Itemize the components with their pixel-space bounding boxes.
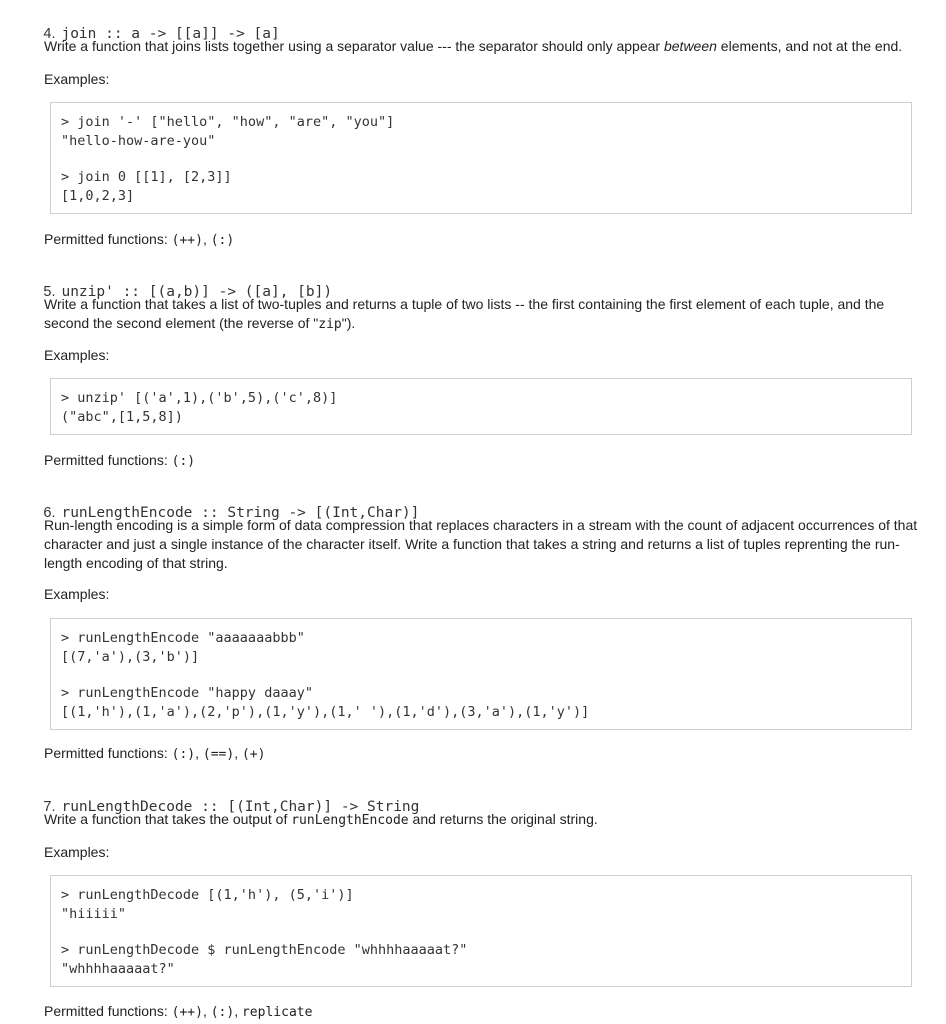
problem-number: 7. bbox=[43, 799, 56, 815]
problem-7-heading bbox=[0, 777, 420, 815]
permitted-fn: (:) bbox=[171, 747, 196, 762]
example-output: ("abc",[1,5,8]) bbox=[61, 408, 183, 425]
type-signature: runLengthDecode :: [(Int,Char)] -> String bbox=[61, 799, 420, 815]
permitted-fn: (++) bbox=[171, 1005, 203, 1020]
code-example-block bbox=[50, 618, 912, 730]
examples-label: Examples: bbox=[44, 347, 110, 363]
permitted-fn: (:) bbox=[210, 233, 235, 248]
code-example-block bbox=[50, 875, 912, 987]
type-signature: unzip' :: [(a,b)] -> ([a], [b]) bbox=[61, 284, 333, 300]
problem-4-description: Write a function that joins lists together using a separator value --- the separator should only appear between elements, and not at the end. bbox=[44, 38, 903, 54]
problem-number: 4. bbox=[43, 26, 56, 42]
code-example-block bbox=[50, 378, 912, 435]
example-input: > unzip' [('a',1),('b',5),('c',8)] bbox=[61, 390, 338, 406]
type-signature: join :: a -> [[a]] -> [a] bbox=[61, 26, 280, 42]
problem-7-description: Write a function that takes the output of runLengthEncode and returns the original string. bbox=[44, 811, 598, 828]
example-input: > runLengthDecode [(1,'h'), (5,'i')] bbox=[61, 887, 354, 903]
permitted-fn: replicate bbox=[241, 1005, 313, 1020]
example-output: [(7,'a'),(3,'b')] bbox=[61, 648, 200, 665]
example-input: > runLengthEncode "happy daaay" bbox=[61, 685, 313, 701]
examples-label: Examples: bbox=[44, 844, 110, 860]
permitted-functions: Permitted functions: (++), (:), replicate bbox=[44, 1003, 313, 1020]
permitted-fn: (++) bbox=[171, 233, 203, 248]
problem-5-description: Write a function that takes a list of two-tuples and returns a tuple of two lists -- the first containing the first element of each tuple, and the second the second element (the reverse of "zip"). bbox=[44, 296, 885, 332]
problem-number: 6. bbox=[43, 505, 56, 521]
problem-number: 5. bbox=[43, 284, 56, 300]
permitted-fn: (==) bbox=[202, 747, 235, 762]
example-input: > runLengthEncode "aaaaaaabbb" bbox=[61, 630, 305, 646]
permitted-fn: (:) bbox=[210, 1005, 235, 1020]
example-input: > join '-' ["hello", "how", "are", "you"] bbox=[61, 114, 395, 130]
example-output: "hello-how-are-you" bbox=[61, 132, 216, 149]
problem-4-heading bbox=[0, 4, 280, 42]
examples-label: Examples: bbox=[44, 71, 110, 87]
example-input: > runLengthDecode $ runLengthEncode "whhhhaaaaat?" bbox=[61, 942, 468, 958]
problem-6-heading bbox=[0, 483, 420, 521]
permitted-functions: Permitted functions: (:) bbox=[44, 452, 196, 469]
example-output: "hiiiii" bbox=[61, 905, 127, 922]
type-signature: runLengthEncode :: String -> [(Int,Char)] bbox=[61, 505, 420, 521]
problem-5-heading bbox=[0, 262, 333, 300]
permitted-functions: Permitted functions: (++), (:) bbox=[44, 231, 235, 248]
permitted-fn: (+) bbox=[241, 747, 266, 762]
example-output: [1,0,2,3] bbox=[61, 187, 135, 204]
problem-6-description: Run-length encoding is a simple form of data compression that replaces characters in a stream with the count of adjacent occurrences of that character and just a single instance of the character itself. Write a function that takes a string and returns a list of tuples reprenting the run-length encoding of that string. bbox=[44, 517, 918, 571]
example-input: > join 0 [[1], [2,3]] bbox=[61, 169, 232, 185]
code-example-block bbox=[50, 102, 912, 214]
permitted-fn: (:) bbox=[171, 454, 196, 469]
example-output: "whhhhaaaaat?" bbox=[61, 960, 175, 977]
permitted-functions: Permitted functions: (:), (==), (+) bbox=[44, 745, 266, 762]
example-output: [(1,'h'),(1,'a'),(2,'p'),(1,'y'),(1,' '),(1,'d'),(3,'a'),(1,'y')] bbox=[61, 703, 590, 720]
examples-label: Examples: bbox=[44, 586, 110, 602]
